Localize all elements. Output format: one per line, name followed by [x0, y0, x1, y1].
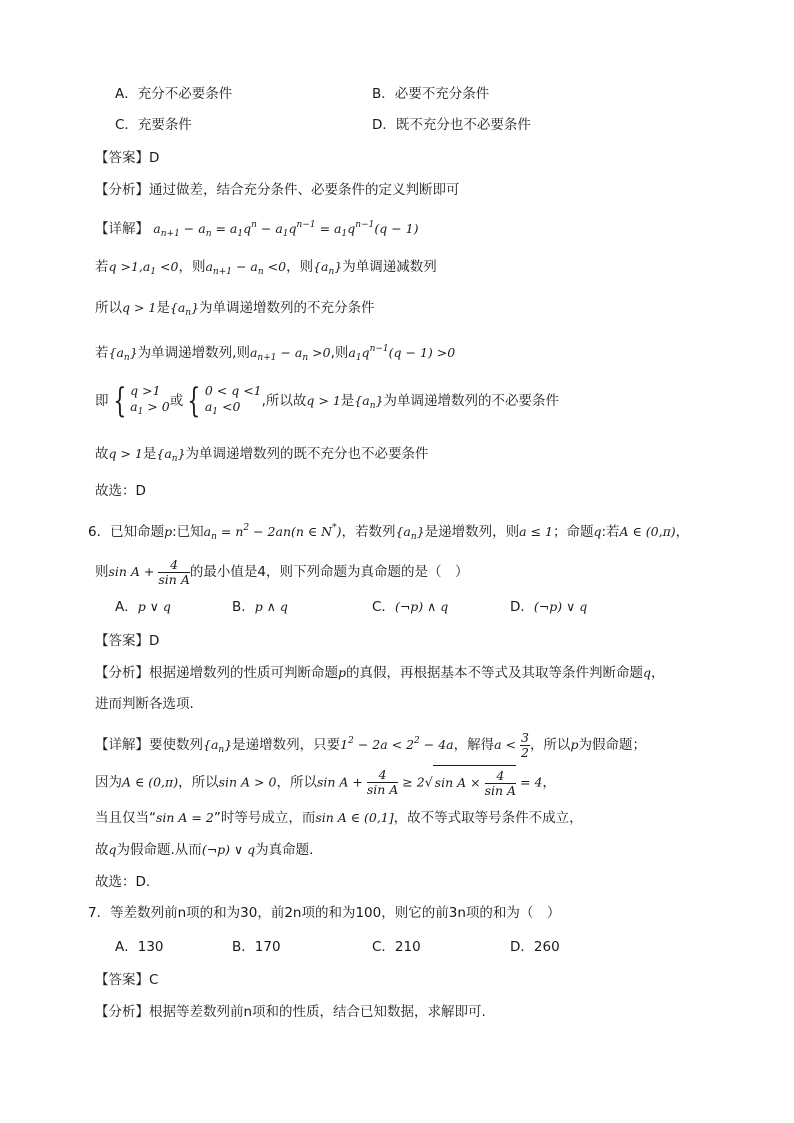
math: A ∈ (0,π)	[619, 524, 676, 539]
math: q > 1	[306, 393, 341, 408]
analysis-text: 根据等差数列前n项和的性质，结合已知数据，求解即可.	[149, 1004, 486, 1020]
q6-analysis-line-1	[95, 663, 665, 683]
q7-option-a: A．130	[115, 939, 164, 955]
text: 为单调递增数列的既不充分也不必要条件	[185, 446, 429, 462]
math: sin A +	[316, 774, 367, 790]
q6-detail-line-4	[95, 840, 313, 860]
analysis-text: 通过做差，结合充分条件、必要条件的定义判断即可	[149, 182, 460, 198]
math: $a_1q^{n-1}(q - 1) >0$	[348, 344, 456, 363]
q5-line-2	[95, 298, 375, 323]
math: $\{a_n\}$	[354, 393, 384, 411]
math: q > 1	[122, 300, 157, 315]
text: ，则	[178, 259, 206, 275]
q7-option-c: C．210	[372, 939, 421, 955]
q5-option-a: A．充分不必要条件	[115, 86, 233, 102]
option-value: (¬p) ∨ q	[533, 599, 588, 614]
q7-answer-line	[95, 970, 158, 990]
math: q	[108, 842, 117, 857]
q7-stem: 7．等差数列前n项的和为30，前2n项的和为100，则它的前3n项的和为（ ）	[88, 905, 561, 921]
math: $\{a_n\}$	[203, 737, 233, 755]
math: sin A = 2	[156, 810, 214, 825]
math: (¬p) ∨ q	[201, 842, 256, 857]
option-letter: C．	[372, 599, 395, 615]
text: 为单调递增数列,则	[137, 345, 250, 361]
math: $q >1,a_1 <0$	[108, 259, 179, 277]
text: 要使数列	[149, 737, 203, 753]
text: 的最小值是4，则下列命题为真命题的是（ ）	[189, 564, 469, 580]
q5-line-4	[95, 381, 559, 426]
q5-analysis-line	[95, 180, 460, 200]
math: $\{a_n\}$	[313, 259, 343, 277]
math: a <	[494, 737, 520, 752]
text: 为单调递减数列	[342, 259, 437, 275]
q6-detail-line-2	[95, 765, 556, 800]
text: 为假命题.从而	[116, 842, 202, 858]
q7-option-d: D．260	[510, 939, 560, 955]
text: 根据递增数列的性质可判断命题	[149, 665, 338, 681]
q7-analysis-line	[95, 1002, 486, 1022]
math: $a_{n+1} - a_n <0$	[205, 259, 287, 277]
text: 所以	[95, 300, 122, 316]
text: ，则	[286, 259, 314, 275]
text: 是递增数列，只要	[232, 737, 341, 753]
math: q	[593, 524, 602, 539]
q5-line-5	[95, 444, 429, 469]
math: p	[338, 665, 347, 680]
math: $\{a_n\}$	[169, 300, 200, 318]
fraction: $\frac{4}{\text{sin A}}$	[158, 556, 190, 587]
q6-detail-line-3	[95, 808, 583, 828]
text: ，若数列	[341, 524, 396, 540]
math: √	[424, 774, 433, 790]
text: ，所以	[529, 737, 571, 753]
math: A ∈ (0,π)	[122, 774, 179, 790]
text: ，所以	[276, 774, 317, 791]
q5-conclusion: 故选：D	[95, 483, 146, 499]
analysis-tag: 【分析】	[95, 665, 149, 681]
text: ”时等号成立，而	[213, 810, 316, 826]
math: q	[643, 665, 652, 680]
text: 即	[95, 393, 109, 409]
sqrt: sin A × $\frac{4}{\text{sin A}}$	[433, 765, 516, 800]
text: ；命题	[552, 524, 594, 540]
q6-option-a	[115, 597, 171, 617]
q6-conclusion: 故选：D.	[95, 874, 151, 890]
q5-detail-line	[95, 215, 418, 244]
text: 为假命题；	[578, 737, 646, 753]
text: 是	[340, 393, 355, 409]
option-value: (¬p) ∧ q	[394, 599, 449, 614]
q7-option-b: B．170	[232, 939, 281, 955]
q5-option-d: D．既不充分也不必要条件	[372, 117, 531, 133]
answer-value: D	[149, 150, 160, 166]
option-letter: A．	[115, 599, 138, 615]
text: 则	[95, 564, 109, 580]
q6-stem-line-2	[95, 557, 468, 587]
text: ,则	[330, 345, 349, 361]
text: 或	[169, 393, 184, 409]
text: 为单调递增数列的不必要条件	[383, 393, 559, 409]
math: ≥ 2	[398, 774, 425, 790]
text: ，解得	[453, 737, 495, 753]
detail-tag: 【详解】	[95, 737, 149, 753]
text: ，	[675, 524, 690, 540]
math: q > 1	[108, 446, 143, 461]
q6-option-b	[232, 597, 288, 617]
text: ，所以	[178, 774, 219, 791]
answer-tag: 【答案】	[95, 150, 149, 166]
text: 是	[156, 300, 170, 316]
q6-answer-line	[95, 631, 159, 651]
math: $\{a_n\}$	[395, 524, 425, 542]
math: $\{a_n\}$	[108, 345, 138, 363]
math: sin A ∈ (0,1]	[315, 810, 394, 825]
q5-line-1	[95, 257, 437, 282]
answer-value: D	[149, 633, 160, 649]
text: 是递增数列，则	[424, 524, 520, 540]
fraction: $\frac{4}{\text{sin A}}$	[366, 767, 399, 797]
math: $a_{n+1} - a_n >0$	[249, 345, 331, 363]
text: ，	[542, 774, 556, 791]
option-value: p ∧ q	[254, 599, 288, 614]
text: ，	[651, 665, 665, 681]
left-brace: {	[112, 381, 126, 421]
text: ,所以故	[261, 393, 307, 409]
answer-value: C	[149, 972, 159, 988]
text: 因为	[95, 774, 122, 791]
q6-detail-line-1	[95, 724, 646, 767]
text: 故	[95, 842, 109, 858]
option-letter: B．	[232, 599, 255, 615]
text: 当且仅当“	[95, 810, 156, 826]
text: :已知	[172, 524, 204, 540]
text: 6．已知命题	[88, 524, 165, 540]
q5-answer-line	[95, 148, 159, 168]
math: p	[164, 524, 173, 539]
detail-tag: 【详解】	[95, 221, 149, 237]
fraction: $\frac{3}{2}$	[520, 729, 529, 760]
option-letter: D．	[510, 599, 534, 615]
q6-option-d	[510, 597, 587, 617]
math: $\{a_n\}$	[156, 446, 186, 464]
system-1: q >1 $a_1 > 0$	[130, 382, 170, 417]
math: p	[570, 737, 579, 752]
text: 是	[142, 446, 157, 462]
math: a ≤ 1	[519, 524, 553, 539]
math: = 4	[516, 774, 543, 790]
q6-stem-line-1	[88, 518, 689, 547]
left-brace: {	[187, 381, 201, 421]
math: $1^2 - 2a < 2^2 - 4a$	[340, 736, 454, 752]
text: 若	[95, 259, 109, 275]
math: sin A +	[108, 564, 159, 579]
text: 故	[95, 446, 109, 462]
math: sin A > 0	[218, 774, 277, 790]
q5-option-b: B．必要不充分条件	[372, 86, 490, 102]
detail-formula: $a_{n+1} - a_n = a_1q^n - a_1q^{n-1} = a_1q^{n-1}(q - 1)$	[153, 220, 419, 239]
system-2: 0 < q <1 $a_1 <0$	[204, 382, 262, 417]
text: 为真命题.	[255, 842, 314, 858]
text: 的真假，再根据基本不等式及其取等条件判断命题	[346, 665, 644, 681]
analysis-tag: 【分析】	[95, 1004, 149, 1020]
q5-option-c: C．充要条件	[115, 117, 192, 133]
q6-analysis-line-2: 进而判断各选项.	[95, 696, 194, 712]
answer-tag: 【答案】	[95, 972, 149, 988]
q5-line-3	[95, 339, 455, 368]
analysis-tag: 【分析】	[95, 182, 149, 198]
option-value: p ∨ q	[137, 599, 171, 614]
math: $a_n = n^2 - 2an(n$ ∈ N*)	[203, 523, 342, 542]
text: ，故不等式取等号条件不成立，	[393, 810, 583, 826]
text: :若	[601, 524, 620, 540]
text: 为单调递增数列的不充分条件	[199, 300, 375, 316]
answer-tag: 【答案】	[95, 633, 149, 649]
q6-option-c	[372, 597, 448, 617]
text: 若	[95, 345, 109, 361]
